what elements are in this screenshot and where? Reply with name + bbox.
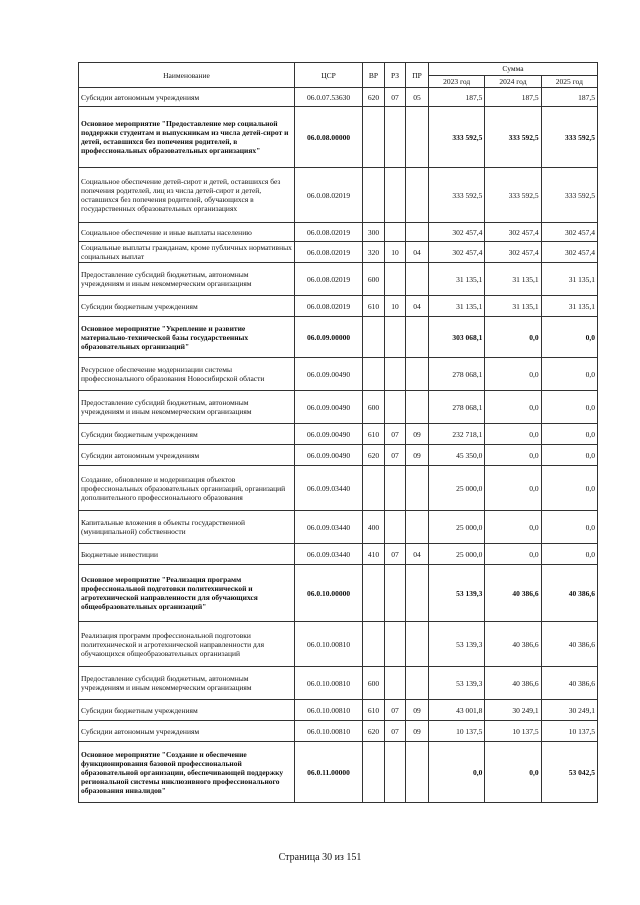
cell-s3: 302 457,4 (541, 242, 597, 263)
cell-name: Предоставление субсидий бюджетным, автономным учреждениям и иным некоммерческим организациям (79, 391, 295, 424)
cell-rz: 10 (385, 296, 406, 317)
cell-vr (363, 742, 385, 803)
cell-name: Субсидии автономным учреждениям (79, 88, 295, 107)
cell-pr: 09 (406, 700, 429, 721)
cell-vr: 300 (363, 223, 385, 242)
cell-name: Основное мероприятие "Реализация программ профессиональной подготовки политехнической и агротехнической направленности для обучающихся общеобразовательных организаций" (79, 565, 295, 622)
cell-s3: 31 135,1 (541, 263, 597, 296)
table-row (79, 223, 598, 242)
cell-s3: 10 137,5 (541, 721, 597, 742)
cell-s1: 232 718,1 (429, 424, 485, 445)
cell-name: Ресурсное обеспечение модернизации системы профессионального образования Новосибирской области (79, 358, 295, 391)
cell-csr: 06.0.09.00490 (295, 445, 363, 466)
cell-vr: 600 (363, 667, 385, 700)
cell-vr: 600 (363, 391, 385, 424)
cell-s2: 0,0 (485, 358, 541, 391)
cell-csr: 06.0.08.02019 (295, 168, 363, 223)
cell-name: Субсидии автономным учреждениям (79, 721, 295, 742)
cell-vr (363, 107, 385, 168)
cell-s1: 10 137,5 (429, 721, 485, 742)
header-vr: ВР (363, 63, 385, 88)
cell-s3: 333 592,5 (541, 168, 597, 223)
cell-rz (385, 391, 406, 424)
cell-vr: 620 (363, 445, 385, 466)
header-year-2024: 2024 год (485, 75, 541, 88)
cell-csr: 06.0.09.03440 (295, 466, 363, 511)
cell-pr (406, 263, 429, 296)
cell-rz: 07 (385, 445, 406, 466)
table-row (79, 742, 598, 803)
cell-s2: 0,0 (485, 391, 541, 424)
cell-rz: 10 (385, 242, 406, 263)
cell-csr: 06.0.10.00810 (295, 622, 363, 667)
cell-s1: 302 457,4 (429, 223, 485, 242)
cell-s3: 40 386,6 (541, 622, 597, 667)
cell-vr (363, 466, 385, 511)
table-row (79, 168, 598, 223)
cell-rz (385, 466, 406, 511)
cell-rz (385, 565, 406, 622)
header-rz: РЗ (385, 63, 406, 88)
cell-s2: 40 386,6 (485, 667, 541, 700)
cell-s3: 0,0 (541, 391, 597, 424)
cell-csr: 06.0.09.00490 (295, 424, 363, 445)
cell-csr: 06.0.10.00810 (295, 721, 363, 742)
cell-rz (385, 107, 406, 168)
table-row (79, 296, 598, 317)
cell-s1: 45 350,0 (429, 445, 485, 466)
cell-s1: 302 457,4 (429, 242, 485, 263)
table-row (79, 511, 598, 544)
cell-s1: 278 068,1 (429, 358, 485, 391)
table-row (79, 263, 598, 296)
cell-s1: 333 592,5 (429, 168, 485, 223)
cell-pr (406, 742, 429, 803)
cell-s1: 25 000,0 (429, 466, 485, 511)
cell-s2: 31 135,1 (485, 296, 541, 317)
cell-rz (385, 223, 406, 242)
cell-vr (363, 168, 385, 223)
table-row (79, 445, 598, 466)
cell-s2: 0,0 (485, 317, 541, 358)
cell-pr (406, 622, 429, 667)
cell-s3: 0,0 (541, 424, 597, 445)
cell-name: Субсидии автономным учреждениям (79, 445, 295, 466)
cell-pr (406, 107, 429, 168)
cell-s1: 0,0 (429, 742, 485, 803)
table-header-row (79, 63, 598, 76)
table-row (79, 466, 598, 511)
cell-csr: 06.0.09.03440 (295, 544, 363, 565)
cell-name: Основное мероприятие "Создание и обеспечение функционирования базовой профессиональной образовательной организации, обеспечивающей поддержку региональной системы инклюзивного профессионального образования инвалидов" (79, 742, 295, 803)
table-row (79, 667, 598, 700)
cell-csr: 06.0.10.00000 (295, 565, 363, 622)
table-row (79, 317, 598, 358)
cell-s2: 10 137,5 (485, 721, 541, 742)
cell-pr (406, 223, 429, 242)
cell-rz: 07 (385, 88, 406, 107)
table-body (79, 88, 598, 803)
cell-s2: 40 386,6 (485, 622, 541, 667)
cell-pr: 05 (406, 88, 429, 107)
cell-s3: 40 386,6 (541, 667, 597, 700)
cell-s3: 40 386,6 (541, 565, 597, 622)
table-row (79, 544, 598, 565)
cell-csr: 06.0.08.02019 (295, 242, 363, 263)
cell-csr: 06.0.09.00000 (295, 317, 363, 358)
cell-s2: 333 592,5 (485, 107, 541, 168)
table-row (79, 88, 598, 107)
cell-vr: 410 (363, 544, 385, 565)
cell-rz (385, 622, 406, 667)
cell-s2: 0,0 (485, 424, 541, 445)
cell-s2: 302 457,4 (485, 242, 541, 263)
cell-s3: 53 042,5 (541, 742, 597, 803)
cell-pr (406, 168, 429, 223)
cell-s3: 0,0 (541, 445, 597, 466)
cell-name: Создание, обновление и модернизация объектов профессиональных образовательных организаций, организаций дополнительного профессионального образования (79, 466, 295, 511)
cell-s2: 302 457,4 (485, 223, 541, 242)
cell-csr: 06.0.09.00490 (295, 391, 363, 424)
cell-s1: 31 135,1 (429, 296, 485, 317)
cell-s1: 53 139,3 (429, 667, 485, 700)
cell-vr: 610 (363, 700, 385, 721)
cell-rz (385, 511, 406, 544)
table-row (79, 242, 598, 263)
cell-s1: 278 068,1 (429, 391, 485, 424)
cell-vr (363, 358, 385, 391)
cell-csr: 06.0.08.02019 (295, 223, 363, 242)
cell-rz (385, 168, 406, 223)
cell-s3: 187,5 (541, 88, 597, 107)
table-row (79, 622, 598, 667)
cell-csr: 06.0.08.00000 (295, 107, 363, 168)
cell-pr (406, 358, 429, 391)
cell-s1: 25 000,0 (429, 544, 485, 565)
cell-s1: 43 001,8 (429, 700, 485, 721)
cell-name: Социальное обеспечение детей-сирот и детей, оставшихся без попечения родителей, лиц из числа детей-сирот и детей, оставшихся без попечения родителей, обучающихся в государственных образовательных организациях (79, 168, 295, 223)
cell-rz (385, 317, 406, 358)
cell-pr (406, 466, 429, 511)
cell-s1: 333 592,5 (429, 107, 485, 168)
cell-pr (406, 565, 429, 622)
cell-csr: 06.0.08.02019 (295, 263, 363, 296)
page-number: Страница 30 из 151 (278, 852, 362, 863)
cell-pr (406, 317, 429, 358)
cell-name: Предоставление субсидий бюджетным, автономным учреждениям и иным некоммерческим организациям (79, 263, 295, 296)
cell-rz (385, 742, 406, 803)
cell-name: Социальные выплаты гражданам, кроме публичных нормативных социальных выплат (79, 242, 295, 263)
cell-vr: 610 (363, 424, 385, 445)
cell-name: Субсидии бюджетным учреждениям (79, 296, 295, 317)
cell-s3: 0,0 (541, 317, 597, 358)
cell-rz (385, 358, 406, 391)
cell-pr (406, 391, 429, 424)
cell-s1: 53 139,3 (429, 565, 485, 622)
cell-rz (385, 263, 406, 296)
cell-pr (406, 511, 429, 544)
table-row (79, 700, 598, 721)
cell-s2: 0,0 (485, 466, 541, 511)
cell-vr: 600 (363, 263, 385, 296)
cell-csr: 06.0.09.03440 (295, 511, 363, 544)
cell-pr (406, 667, 429, 700)
cell-name: Предоставление субсидий бюджетным, автономным учреждениям и иным некоммерческим организациям (79, 667, 295, 700)
cell-s2: 0,0 (485, 742, 541, 803)
cell-vr (363, 317, 385, 358)
header-sum: Сумма (429, 63, 598, 76)
cell-pr: 09 (406, 424, 429, 445)
cell-csr: 06.0.10.00810 (295, 700, 363, 721)
cell-s2: 0,0 (485, 511, 541, 544)
cell-name: Основное мероприятие "Предоставление мер социальной поддержки студентам и выпускникам из числа детей-сирот и детей, оставшихся без попечения родителей, в профессиональных образовательных организациях" (79, 107, 295, 168)
cell-rz: 07 (385, 544, 406, 565)
cell-csr: 06.0.08.02019 (295, 296, 363, 317)
cell-s2: 187,5 (485, 88, 541, 107)
cell-s3: 0,0 (541, 466, 597, 511)
cell-name: Основное мероприятие "Укрепление и развитие материально-технической базы государственных образовательных организаций" (79, 317, 295, 358)
cell-csr: 06.0.11.00000 (295, 742, 363, 803)
cell-s1: 53 139,3 (429, 622, 485, 667)
cell-s1: 31 135,1 (429, 263, 485, 296)
cell-s1: 303 068,1 (429, 317, 485, 358)
table-row (79, 424, 598, 445)
header-csr: ЦСР (295, 63, 363, 88)
cell-s1: 25 000,0 (429, 511, 485, 544)
cell-rz: 07 (385, 700, 406, 721)
cell-s3: 0,0 (541, 511, 597, 544)
cell-s2: 30 249,1 (485, 700, 541, 721)
header-name: Наименование (79, 63, 295, 88)
budget-table (78, 62, 598, 803)
cell-pr: 04 (406, 296, 429, 317)
cell-s2: 31 135,1 (485, 263, 541, 296)
cell-name: Субсидии бюджетным учреждениям (79, 700, 295, 721)
cell-s1: 187,5 (429, 88, 485, 107)
cell-pr: 09 (406, 445, 429, 466)
cell-vr: 620 (363, 88, 385, 107)
table-row (79, 358, 598, 391)
table-row (79, 721, 598, 742)
table-row (79, 391, 598, 424)
header-year-2023: 2023 год (429, 75, 485, 88)
cell-s2: 0,0 (485, 445, 541, 466)
cell-rz: 07 (385, 424, 406, 445)
cell-s3: 333 592,5 (541, 107, 597, 168)
cell-pr: 04 (406, 544, 429, 565)
cell-vr: 610 (363, 296, 385, 317)
cell-csr: 06.0.07.53630 (295, 88, 363, 107)
cell-pr: 04 (406, 242, 429, 263)
cell-s3: 31 135,1 (541, 296, 597, 317)
cell-s3: 30 249,1 (541, 700, 597, 721)
cell-rz (385, 667, 406, 700)
cell-csr: 06.0.09.00490 (295, 358, 363, 391)
cell-s2: 40 386,6 (485, 565, 541, 622)
cell-s3: 0,0 (541, 544, 597, 565)
cell-vr (363, 565, 385, 622)
table-row (79, 565, 598, 622)
cell-vr: 620 (363, 721, 385, 742)
cell-vr: 400 (363, 511, 385, 544)
cell-name: Капитальные вложения в объекты государственной (муниципальной) собственности (79, 511, 295, 544)
cell-vr (363, 622, 385, 667)
cell-name: Реализация программ профессиональной подготовки политехнической и агротехнической направленности для обучающихся общеобразовательных организаций (79, 622, 295, 667)
table-row (79, 107, 598, 168)
cell-name: Социальное обеспечение и иные выплаты населению (79, 223, 295, 242)
cell-pr: 09 (406, 721, 429, 742)
header-year-2025: 2025 год (541, 75, 597, 88)
cell-name: Субсидии бюджетным учреждениям (79, 424, 295, 445)
cell-s2: 333 592,5 (485, 168, 541, 223)
cell-vr: 320 (363, 242, 385, 263)
cell-s3: 302 457,4 (541, 223, 597, 242)
cell-s3: 0,0 (541, 358, 597, 391)
cell-rz: 07 (385, 721, 406, 742)
header-pr: ПР (406, 63, 429, 88)
cell-s2: 0,0 (485, 544, 541, 565)
cell-csr: 06.0.10.00810 (295, 667, 363, 700)
cell-name: Бюджетные инвестиции (79, 544, 295, 565)
